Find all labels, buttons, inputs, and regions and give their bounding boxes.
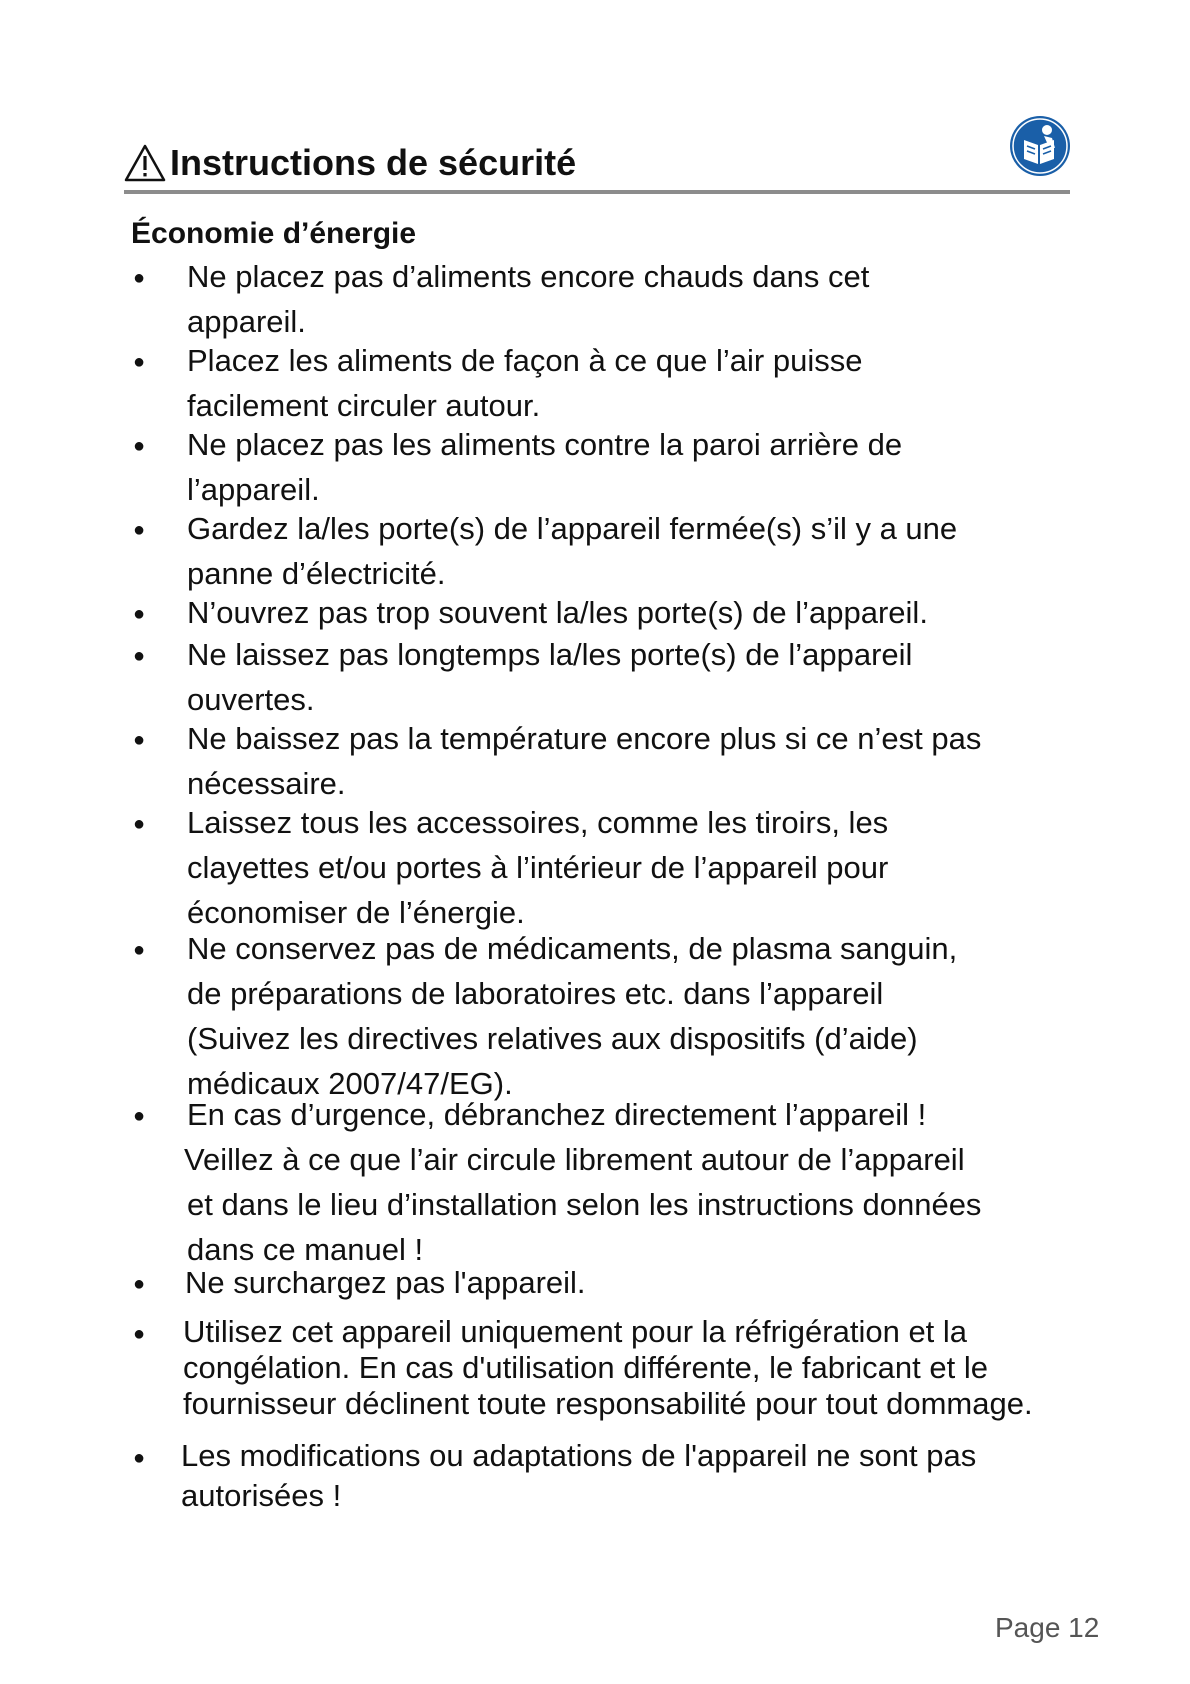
list-item-line: congélation. En cas d'utilisation différente, le fabricant et le: [183, 1350, 988, 1385]
list-item-line: Ne conservez pas de médicaments, de plasma sanguin,: [187, 931, 958, 966]
page-title: Instructions de sécurité: [170, 142, 577, 183]
header-divider: [124, 190, 1070, 194]
list-item: [187, 716, 981, 806]
list-item-line: Laissez tous les accessoires, comme les tiroirs, les: [187, 805, 889, 840]
bullet-icon: ●: [133, 435, 146, 457]
bullet-icon: ●: [133, 603, 146, 625]
bullet-icon: ●: [133, 1273, 146, 1295]
list-item-line: appareil.: [187, 304, 306, 339]
bullet-icon: ●: [133, 1447, 146, 1469]
list-item-line: En cas d’urgence, débranchez directement l’appareil !: [187, 1097, 927, 1132]
page-number: Page 12: [995, 1612, 1100, 1643]
read-manual-icon: [1008, 114, 1072, 178]
list-item: [185, 1260, 586, 1305]
list-item-line: Gardez la/les porte(s) de l’appareil fermée(s) s’il y a une: [187, 511, 958, 546]
section-heading: Économie d’énergie: [131, 217, 417, 250]
list-item-line: Ne placez pas les aliments contre la paroi arrière de: [187, 427, 903, 462]
list-item-line: (Suivez les directives relatives aux dispositifs (d’aide): [187, 1021, 918, 1056]
warning-triangle-icon: [124, 144, 166, 182]
list-item: [187, 800, 888, 935]
list-item: [187, 338, 862, 428]
bullet-icon: ●: [133, 729, 146, 751]
list-item-line: N’ouvrez pas trop souvent la/les porte(s) de l’appareil.: [187, 595, 928, 630]
list-item: [183, 1314, 1033, 1422]
page-header: [124, 128, 1070, 198]
list-item: [187, 926, 957, 1106]
list-item-line: clayettes et/ou portes à l’intérieur de l’appareil pour: [187, 850, 889, 885]
list-item: [187, 590, 928, 635]
bullet-icon: ●: [133, 267, 146, 289]
list-item-line: l’appareil.: [187, 472, 320, 507]
bullet-icon: ●: [133, 645, 146, 667]
list-item-line: Utilisez cet appareil uniquement pour la réfrigération et la: [183, 1314, 968, 1349]
list-item-line: Placez les aliments de façon à ce que l’air puisse: [187, 343, 863, 378]
list-item: [184, 1092, 982, 1272]
list-item-line: économiser de l’énergie.: [187, 895, 525, 930]
bullet-icon: ●: [133, 351, 146, 373]
list-item-line: Ne laissez pas longtemps la/les porte(s) de l’appareil: [187, 637, 913, 672]
list-item-line: fournisseur déclinent toute responsabilité pour tout dommage.: [183, 1386, 1033, 1421]
list-item-line: nécessaire.: [187, 766, 346, 801]
list-item-line: médicaux 2007/47/EG).: [187, 1066, 513, 1101]
list-item: [187, 632, 912, 722]
list-item: [187, 254, 869, 344]
list-item: [187, 422, 902, 512]
list-item-line: dans ce manuel !: [187, 1232, 424, 1267]
list-item: [181, 1436, 976, 1516]
list-item-line: et dans le lieu d’installation selon les instructions données: [187, 1187, 982, 1222]
bullet-icon: ●: [133, 939, 146, 961]
list-item-line: Ne placez pas d’aliments encore chauds dans cet: [187, 259, 870, 294]
bullet-icon: ●: [133, 1105, 146, 1127]
list-item-line: facilement circuler autour.: [187, 388, 541, 423]
list-item-line: panne d’électricité.: [187, 556, 446, 591]
list-item-line: Veillez à ce que l’air circule librement autour de l’appareil: [184, 1142, 965, 1177]
list-item-line: Ne surchargez pas l'appareil.: [185, 1265, 586, 1300]
list-item-line: Les modifications ou adaptations de l'appareil ne sont pas: [181, 1438, 977, 1473]
list-item-line: Ne baissez pas la température encore plus si ce n’est pas: [187, 721, 982, 756]
bullet-icon: ●: [133, 1323, 146, 1345]
list-item: [187, 506, 957, 596]
list-item-line: de préparations de laboratoires etc. dans l’appareil: [187, 976, 884, 1011]
list-item-line: ouvertes.: [187, 682, 315, 717]
bullet-icon: ●: [133, 519, 146, 541]
bullet-icon: ●: [133, 813, 146, 835]
list-item-line: autorisées !: [181, 1478, 342, 1513]
